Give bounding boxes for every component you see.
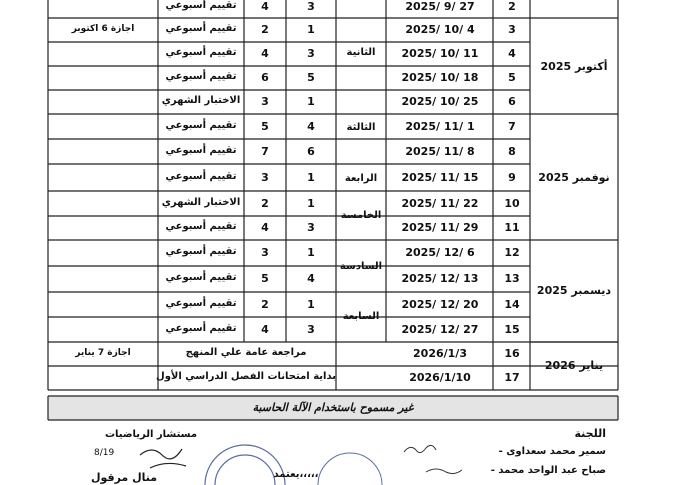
- row-11-b: 4: [261, 221, 269, 234]
- row-3-idx: 3: [508, 23, 516, 36]
- row-3-b: 2: [261, 23, 269, 36]
- unit-label-7: السابعة: [342, 311, 380, 322]
- final-row-16-text: مراجعة عامة علي المنهج: [185, 347, 307, 358]
- row-6-eval: الاختبار الشهري: [161, 95, 241, 106]
- row-5-idx: 5: [508, 71, 516, 84]
- unit-label-6: السادسة: [339, 261, 383, 272]
- row-13-idx: 13: [504, 272, 520, 285]
- unit-label-4: الرابعة: [344, 173, 378, 184]
- calculator-notice: غير مسموح باستخدام الآلة الحاسبة: [252, 401, 414, 414]
- row-15-b: 4: [261, 322, 269, 336]
- month-october: أكتوبر 2025: [540, 60, 608, 73]
- row-10-idx: 10: [504, 196, 520, 210]
- row-10-a: 1: [307, 196, 315, 210]
- row-14-date: 2025/ 12/ 20: [401, 297, 479, 311]
- row-11-a: 3: [307, 221, 315, 234]
- final-row-16-index: 16: [504, 347, 520, 360]
- final-row-16-date: 2026/1/3: [413, 347, 467, 360]
- row-9-a: 1: [307, 170, 315, 184]
- row-9-date: 2025/ 11/ 15: [401, 170, 479, 184]
- row-10-date: 2025/ 11/ 22: [401, 196, 479, 210]
- row-4-b: 4: [261, 47, 269, 60]
- holiday-jan7: اجازة 7 يناير: [75, 348, 131, 358]
- row-13-eval: تقييم أسبوعي: [165, 272, 237, 283]
- advisor-title: مستشار الرياضيات: [104, 429, 198, 440]
- row-15-date: 2025/ 12/ 27: [401, 322, 479, 336]
- row-8-idx: 8: [508, 144, 516, 158]
- row-3-a: 1: [307, 23, 315, 36]
- row-9-eval: تقييم أسبوعي: [165, 170, 237, 182]
- row-2-eval: تقييم أسبوعي: [165, 0, 237, 11]
- row-2-b: 4: [261, 0, 269, 13]
- row-7-idx: 7: [508, 119, 516, 133]
- row-4-eval: تقييم أسبوعي: [165, 47, 237, 58]
- row-13-date: 2025/ 12/ 13: [401, 272, 479, 285]
- row-3-eval: تقييم أسبوعي: [165, 23, 237, 34]
- row-6-a: 1: [307, 95, 315, 108]
- unit-label-5: الخامسة: [340, 210, 382, 221]
- month-december: ديسمبر 2025: [536, 284, 612, 297]
- committee-member-1: - سمير محمد سعداوى: [498, 446, 606, 457]
- holiday-oct6: اجازة 6 اكتوبر: [71, 24, 135, 34]
- row-15-a: 3: [307, 322, 315, 336]
- row-12-b: 3: [261, 246, 269, 259]
- row-12-eval: تقييم أسبوعي: [165, 246, 237, 257]
- row-11-date: 2025/ 11/ 29: [401, 221, 479, 234]
- month-november: نوفمبر 2025: [538, 171, 610, 184]
- row-7-a: 4: [307, 119, 315, 133]
- row-15-idx: 15: [504, 322, 520, 336]
- row-9-idx: 9: [508, 170, 516, 184]
- final-row-17-index: 17: [504, 371, 520, 384]
- committee-label: اللجنة: [574, 427, 606, 440]
- row-3-date: 2025/ 10/ 4: [405, 23, 475, 36]
- row-13-a: 4: [307, 272, 315, 285]
- row-2-a: 3: [307, 0, 315, 13]
- row-6-date: 2025/ 10/ 25: [401, 95, 479, 108]
- row-12-idx: 12: [504, 246, 520, 259]
- row-4-date: 2025/ 10/ 11: [401, 47, 479, 60]
- final-row-17-text: بداية امتحانات الفصل الدراسي الأول: [156, 371, 336, 382]
- row-12-a: 1: [307, 246, 315, 259]
- row-9-b: 3: [261, 170, 269, 184]
- row-10-eval: الاختبار الشهري: [161, 196, 241, 208]
- row-14-b: 2: [261, 297, 269, 311]
- row-14-idx: 14: [504, 297, 520, 311]
- row-11-idx: 11: [504, 221, 520, 234]
- row-6-b: 3: [261, 95, 269, 108]
- approval-label: يعتمد،،،،،: [273, 469, 319, 480]
- row-10-b: 2: [261, 196, 269, 210]
- row-5-eval: تقييم أسبوعي: [165, 71, 237, 82]
- row-8-b: 7: [261, 144, 269, 158]
- row-6-idx: 6: [508, 95, 516, 108]
- row-14-eval: تقييم أسبوعي: [165, 297, 237, 309]
- row-13-b: 5: [261, 272, 269, 285]
- unit-label-2: الثانية: [346, 47, 376, 58]
- row-4-idx: 4: [508, 47, 516, 60]
- row-4-a: 3: [307, 47, 315, 60]
- row-14-a: 1: [307, 297, 315, 311]
- row-12-date: 2025/ 12/ 6: [405, 246, 475, 259]
- row-8-eval: تقييم أسبوعي: [165, 144, 237, 156]
- row-7-eval: تقييم أسبوعي: [165, 119, 237, 131]
- unit-label-3: الثالثة: [346, 122, 376, 133]
- row-7-b: 5: [261, 119, 269, 133]
- row-2-idx: 2: [508, 0, 516, 13]
- row-15-eval: تقييم أسبوعي: [165, 322, 237, 334]
- row-5-date: 2025/ 10/ 18: [401, 71, 479, 84]
- row-8-a: 6: [307, 144, 315, 158]
- row-5-a: 5: [307, 71, 315, 84]
- row-5-b: 6: [261, 71, 269, 84]
- committee-member-2: - صباح عبد الواحد محمد: [490, 465, 606, 476]
- row-8-date: 2025/ 11/ 8: [405, 144, 475, 158]
- row-2-date: 2025/ 9/ 27: [405, 0, 475, 13]
- row-7-date: 2025/ 11/ 1: [405, 119, 475, 133]
- final-row-17-date: 2026/1/10: [409, 371, 471, 384]
- advisor-name: منال مرقول: [90, 471, 158, 484]
- stamp-date: 8/19: [94, 448, 115, 458]
- month-january: يناير 2026: [544, 359, 604, 372]
- row-11-eval: تقييم أسبوعي: [165, 221, 237, 232]
